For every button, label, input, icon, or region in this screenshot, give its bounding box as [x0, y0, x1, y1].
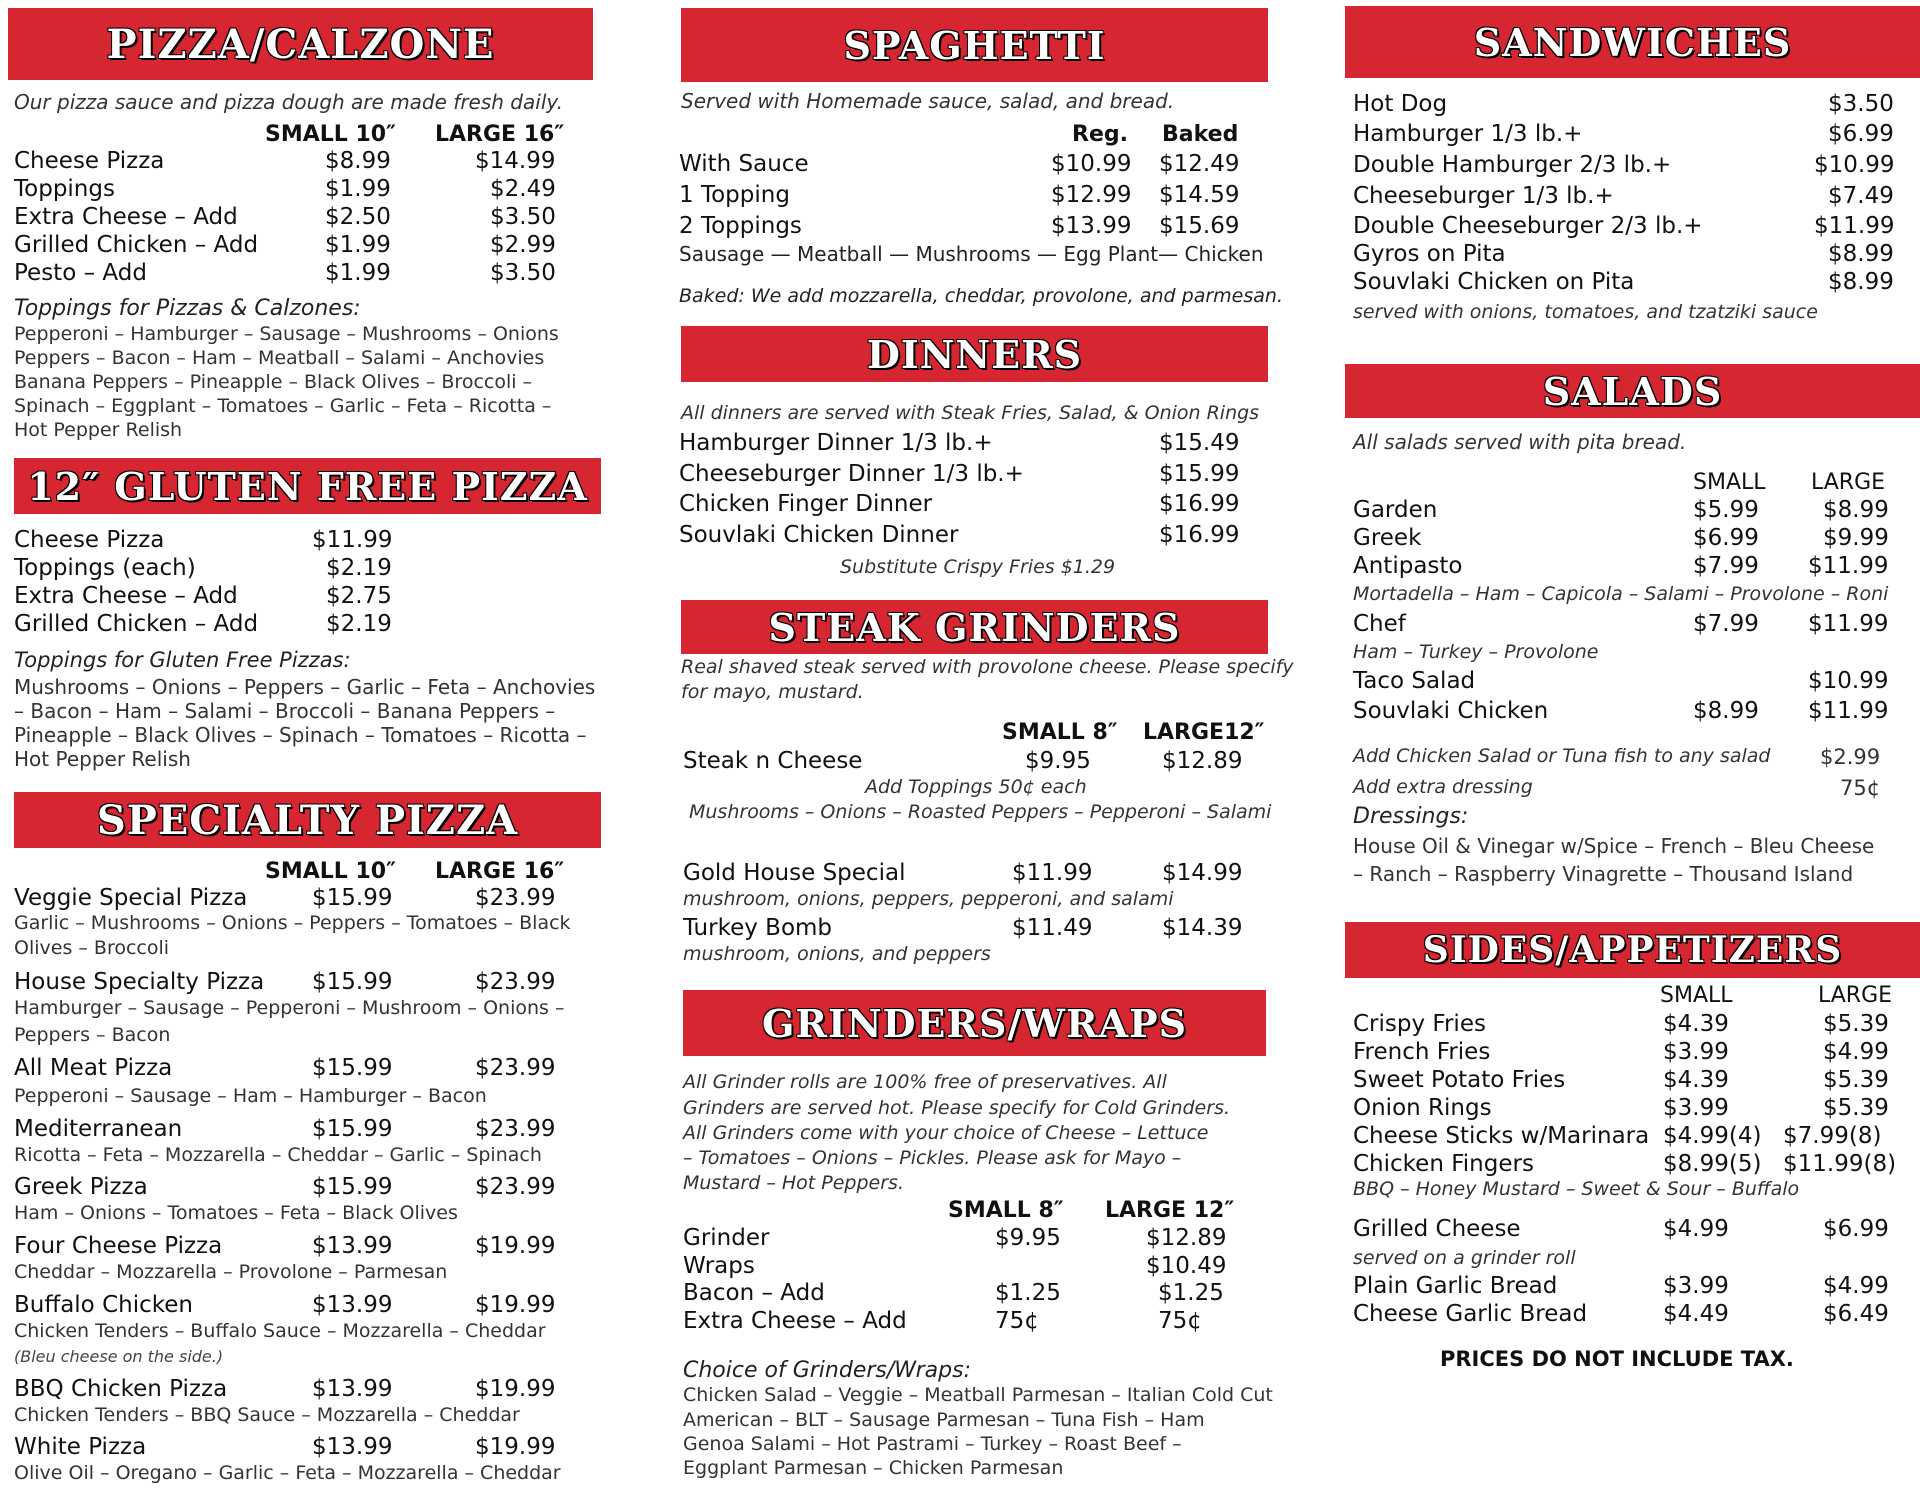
price: $2.75	[326, 583, 392, 609]
salads-col-small: SMALL	[1693, 470, 1766, 495]
price-small: $6.99	[1693, 525, 1759, 551]
price-large: $5.39	[1823, 1067, 1889, 1093]
menu-item-name: French Fries	[1353, 1039, 1491, 1065]
spaghetti-choices: Sausage — Meatball — Mushrooms — Egg Plant— Chicken	[679, 242, 1264, 266]
grinders-size-small: SMALL 8″	[948, 1198, 1064, 1223]
grinders-intro: – Tomatoes – Onions – Pickles. Please ask for Mayo –	[683, 1147, 1182, 1169]
sides-col-small: SMALL	[1660, 983, 1733, 1008]
menu-item-name: Bacon – Add	[683, 1280, 825, 1306]
price-large: $23.99	[475, 1055, 556, 1081]
pizza-intro: Our pizza sauce and pizza dough are made fresh daily.	[14, 90, 564, 114]
price-small: $15.99	[312, 1174, 393, 1200]
price-large: $2.99	[490, 232, 556, 258]
price-small: $7.99	[1693, 553, 1759, 579]
steak-add-note: Add Toppings 50¢ each	[865, 776, 1087, 798]
specialty-size-large: LARGE 16″	[435, 859, 565, 884]
menu-item-name: Double Cheeseburger 2/3 lb.+	[1353, 213, 1703, 239]
steak-intro: for mayo, mustard.	[681, 681, 864, 703]
toppings-line: Hot Pepper Relish	[14, 747, 191, 771]
price-baked: $14.59	[1159, 182, 1240, 208]
menu-item-name: Antipasto	[1353, 553, 1463, 579]
price: $15.99	[1159, 461, 1240, 487]
price-large: $6.49	[1823, 1301, 1889, 1327]
price-large: $11.99	[1808, 611, 1889, 637]
menu-item-name: Turkey Bomb	[683, 915, 833, 941]
price-large: $9.99	[1823, 525, 1889, 551]
menu-item-name: Double Hamburger 2/3 lb.+	[1353, 152, 1672, 178]
price-small: $5.99	[1693, 497, 1759, 523]
menu-item-name: Cheese Garlic Bread	[1353, 1301, 1588, 1327]
menu-item-name: Grilled Cheese	[1353, 1216, 1521, 1242]
menu-item-name: Extra Cheese – Add	[14, 583, 238, 609]
price: $11.99	[1814, 213, 1895, 239]
dinners-banner	[681, 326, 1268, 382]
section-title: 12″ GLUTEN FREE PIZZA	[27, 463, 588, 509]
salads-dressings-title: Dressings:	[1353, 804, 1469, 829]
price-small: $15.99	[312, 1055, 393, 1081]
menu-item-name: BBQ Chicken Pizza	[14, 1376, 228, 1402]
price-large: $1.25	[1158, 1280, 1224, 1306]
price-large: $11.99	[1808, 698, 1889, 724]
toppings-line: Pineapple – Black Olives – Spinach – Tomatoes – Ricotta –	[14, 723, 587, 747]
price-large: $14.39	[1162, 915, 1243, 941]
menu-item-name: Hot Dog	[1353, 91, 1448, 117]
menu-item-name: Mediterranean	[14, 1116, 183, 1142]
price-large: $23.99	[475, 1174, 556, 1200]
menu-item-name: Chef	[1353, 611, 1406, 637]
price: $16.99	[1159, 491, 1240, 517]
spaghetti-baked-note	[679, 285, 1283, 307]
baked-text: We add mozzarella, cheddar, provolone, and parmesan.	[744, 285, 1283, 307]
price-large: $23.99	[475, 1116, 556, 1142]
price: $8.99	[1828, 269, 1894, 295]
price-small: $11.99	[1012, 860, 1093, 886]
price-baked: $12.49	[1159, 151, 1240, 177]
menu-item-name: 2 Toppings	[679, 213, 802, 239]
price-small: $4.39	[1663, 1011, 1729, 1037]
toppings-line: Spinach – Eggplant – Tomatoes – Garlic – Feta – Ricotta –	[14, 395, 552, 417]
price-small: $2.50	[325, 204, 391, 230]
section-title: DINNERS	[866, 331, 1083, 377]
menu-item-name: Taco Salad	[1353, 668, 1476, 694]
grinders-wraps-banner	[683, 990, 1266, 1056]
sides-appetizers-banner	[1345, 922, 1920, 978]
item-description: Mortadella – Ham – Capicola – Salami – Provolone – Roni	[1353, 583, 1889, 605]
price-large: $23.99	[475, 885, 556, 911]
steak-size-small: SMALL 8″	[1002, 720, 1118, 745]
grinders-size-large: LARGE 12″	[1105, 1198, 1235, 1223]
price-small: $13.99	[312, 1233, 393, 1259]
grinders-intro: All Grinders come with your choice of Cheese – Lettuce	[683, 1122, 1209, 1144]
salads-add-dressing: Add extra dressing	[1353, 776, 1533, 798]
toppings-line: Peppers – Bacon – Ham – Meatball – Salami – Anchovies	[14, 347, 545, 369]
grinders-intro: Grinders are served hot. Please specify for Cold Grinders.	[683, 1097, 1231, 1119]
price-large: $10.99	[1808, 668, 1889, 694]
price: $16.99	[1159, 522, 1240, 548]
menu-item-name: Wraps	[683, 1253, 755, 1279]
item-description: Peppers – Bacon	[14, 1024, 171, 1046]
menu-item-name: With Sauce	[679, 151, 809, 177]
menu-item-name: House Specialty Pizza	[14, 969, 265, 995]
price: $11.99	[312, 527, 393, 553]
item-description: Garlic – Mushrooms – Onions – Peppers – Tomatoes – Black	[14, 912, 571, 934]
price-small: $4.39	[1663, 1067, 1729, 1093]
price: $8.99	[1828, 241, 1894, 267]
item-note: (Bleu cheese on the side.)	[14, 1347, 224, 1366]
price-large: $5.39	[1823, 1011, 1889, 1037]
steak-main-name: Steak n Cheese	[683, 748, 863, 774]
menu-item-name: Pesto – Add	[14, 260, 147, 286]
price-reg: $12.99	[1051, 182, 1132, 208]
price-small: $1.99	[325, 176, 391, 202]
price: $2.19	[326, 611, 392, 637]
steak-size-large: LARGE12″	[1143, 720, 1265, 745]
menu-item-name: Extra Cheese – Add	[14, 204, 238, 230]
price-small: $9.95	[1025, 748, 1091, 774]
choice-line: Genoa Salami – Hot Pastrami – Turkey – Roast Beef –	[683, 1433, 1182, 1455]
price-large: 75¢	[1158, 1308, 1202, 1334]
menu-item-name: Onion Rings	[1353, 1095, 1492, 1121]
price: $3.50	[1828, 91, 1894, 117]
menu-item-name: Gyros on Pita	[1353, 241, 1506, 267]
price-small: $11.49	[1012, 915, 1093, 941]
price-small: $9.95	[995, 1225, 1061, 1251]
price-baked: $15.69	[1159, 213, 1240, 239]
price-reg: $13.99	[1051, 213, 1132, 239]
menu-item-name: Greek Pizza	[14, 1174, 148, 1200]
menu-item-name: Hamburger Dinner 1/3 lb.+	[679, 430, 993, 456]
menu-item-name: Cheese Sticks w/Marinara	[1353, 1123, 1650, 1149]
price-large: $14.99	[1162, 860, 1243, 886]
section-title: PIZZA/CALZONE	[106, 20, 495, 68]
choice-line: American – BLT – Sausage Parmesan – Tuna Fish – Ham	[683, 1409, 1205, 1431]
price-small: $13.99	[312, 1376, 393, 1402]
steak-grinders-banner	[681, 600, 1268, 654]
grinders-choice-title: Choice of Grinders/Wraps:	[683, 1358, 971, 1383]
price-small: $4.99(4)	[1663, 1123, 1762, 1149]
salads-add-dressing-price: 75¢	[1840, 776, 1881, 800]
price-small: $3.99	[1663, 1039, 1729, 1065]
price-small: $8.99	[1693, 698, 1759, 724]
section-title: SPECIALTY PIZZA	[96, 796, 519, 844]
grinders-intro: All Grinder rolls are 100% free of preservatives. All	[683, 1071, 1167, 1093]
section-title: STEAK GRINDERS	[768, 604, 1181, 650]
choice-line: Chicken Salad – Veggie – Meatball Parmesan – Italian Cold Cut	[683, 1384, 1273, 1406]
price: $15.49	[1159, 430, 1240, 456]
menu-item-name: Crispy Fries	[1353, 1011, 1486, 1037]
price-large: $14.99	[475, 148, 556, 174]
gluten-toppings-title: Toppings for Gluten Free Pizzas:	[14, 648, 351, 672]
menu-item-name: Cheeseburger 1/3 lb.+	[1353, 183, 1614, 209]
price-small: $4.99	[1663, 1216, 1729, 1242]
menu-item-name: Extra Cheese – Add	[683, 1308, 907, 1334]
toppings-line: Hot Pepper Relish	[14, 419, 183, 441]
menu-item-name: 1 Topping	[679, 182, 790, 208]
price-large: $3.50	[490, 204, 556, 230]
menu-item-name: Hamburger 1/3 lb.+	[1353, 121, 1583, 147]
price-small: $1.25	[995, 1280, 1061, 1306]
salads-add-chicken: Add Chicken Salad or Tuna fish to any salad	[1353, 745, 1771, 767]
dinners-intro: All dinners are served with Steak Fries, Salad, & Onion Rings	[681, 402, 1260, 424]
menu-item-name: Sweet Potato Fries	[1353, 1067, 1566, 1093]
sides-sauces: BBQ – Honey Mustard – Sweet & Sour – Buffalo	[1353, 1178, 1800, 1200]
price-large: $4.99	[1823, 1039, 1889, 1065]
price-large: $19.99	[475, 1292, 556, 1318]
menu-item-name: Veggie Special Pizza	[14, 885, 248, 911]
menu-item-name: Souvlaki Chicken	[1353, 698, 1549, 724]
item-description: Cheddar – Mozzarella – Provolone – Parmesan	[14, 1261, 448, 1283]
toppings-line: Pepperoni – Hamburger – Sausage – Mushrooms – Onions	[14, 323, 559, 345]
item-description: mushroom, onions, and peppers	[683, 943, 991, 965]
item-description: Pepperoni – Sausage – Ham – Hamburger – Bacon	[14, 1085, 487, 1107]
menu-item-name: Cheeseburger Dinner 1/3 lb.+	[679, 461, 1024, 487]
price-small: $15.99	[312, 885, 393, 911]
choice-line: Eggplant Parmesan – Chicken Parmesan	[683, 1457, 1064, 1479]
price-small: 75¢	[995, 1308, 1039, 1334]
tax-notice: PRICES DO NOT INCLUDE TAX.	[1440, 1347, 1794, 1371]
item-description: Olive Oil – Oregano – Garlic – Feta – Mozzarella – Cheddar	[14, 1462, 561, 1484]
price-small: $15.99	[312, 1116, 393, 1142]
menu-item-name: Gold House Special	[683, 860, 906, 886]
price-large: $23.99	[475, 969, 556, 995]
pizza-size-large: LARGE 16″	[435, 122, 565, 147]
gluten-free-banner	[14, 458, 601, 514]
dinners-note: Substitute Crispy Fries $1.29	[840, 556, 1116, 578]
item-description: mushroom, onions, peppers, pepperoni, and salami	[683, 888, 1174, 910]
menu-item-name: All Meat Pizza	[14, 1055, 173, 1081]
price-large: $2.49	[490, 176, 556, 202]
menu-item-name: Buffalo Chicken	[14, 1292, 193, 1318]
section-title: GRINDERS/WRAPS	[761, 1000, 1188, 1046]
price-small: $3.99	[1663, 1095, 1729, 1121]
salads-col-large: LARGE	[1811, 470, 1886, 495]
menu-item-name: Grilled Chicken – Add	[14, 232, 259, 258]
price-small: $1.99	[325, 260, 391, 286]
spaghetti-banner	[681, 8, 1268, 82]
pizza-calzone-banner	[8, 8, 593, 80]
item-description: Ricotta – Feta – Mozzarella – Cheddar – Garlic – Spinach	[14, 1144, 542, 1166]
menu-item-name: Greek	[1353, 525, 1422, 551]
price-large: $3.50	[490, 260, 556, 286]
dressing-line: – Ranch – Raspberry Vinagrette – Thousand Island	[1353, 862, 1854, 886]
price: $2.19	[326, 555, 392, 581]
item-description: Ham – Turkey – Provolone	[1353, 641, 1599, 663]
menu-item-name: White Pizza	[14, 1434, 147, 1460]
price-small: $4.49	[1663, 1301, 1729, 1327]
price-large: $11.99	[1808, 553, 1889, 579]
menu-item-name: Chicken Fingers	[1353, 1151, 1534, 1177]
salads-intro: All salads served with pita bread.	[1353, 430, 1687, 454]
specialty-size-small: SMALL 10″	[265, 859, 396, 884]
price-large: $8.99	[1823, 497, 1889, 523]
section-title: SIDES/APPETIZERS	[1422, 929, 1843, 971]
price-small: $13.99	[312, 1434, 393, 1460]
price-small: $3.99	[1663, 1273, 1729, 1299]
price-small: $8.99(5)	[1663, 1151, 1762, 1177]
item-description: Olives – Broccoli	[14, 937, 170, 959]
pizza-size-small: SMALL 10″	[265, 122, 396, 147]
price-large: $7.99(8)	[1783, 1123, 1882, 1149]
price-large: $19.99	[475, 1376, 556, 1402]
price: $7.49	[1828, 183, 1894, 209]
price: $10.99	[1814, 152, 1895, 178]
price-large: $12.89	[1146, 1225, 1227, 1251]
price-small: $1.99	[325, 232, 391, 258]
item-description: Chicken Tenders – Buffalo Sauce – Mozzarella – Cheddar	[14, 1320, 546, 1342]
price-large: $5.39	[1823, 1095, 1889, 1121]
item-description: Chicken Tenders – BBQ Sauce – Mozzarella – Cheddar	[14, 1404, 520, 1426]
section-title: SPAGHETTI	[843, 22, 1106, 68]
price-large: $11.99(8)	[1783, 1151, 1897, 1177]
section-title: SANDWICHES	[1473, 19, 1792, 65]
pizza-toppings-title: Toppings for Pizzas & Calzones:	[14, 296, 361, 321]
price-small: $8.99	[325, 148, 391, 174]
price-large: $6.99	[1823, 1216, 1889, 1242]
salads-banner	[1345, 364, 1920, 418]
item-description: Hamburger – Sausage – Pepperoni – Mushroom – Onions –	[14, 997, 565, 1019]
price: $6.99	[1828, 121, 1894, 147]
price-large: $19.99	[475, 1233, 556, 1259]
menu-item-name: Grilled Chicken – Add	[14, 611, 259, 637]
salads-add-chicken-price: $2.99	[1820, 745, 1881, 769]
price-large: $12.89	[1162, 748, 1243, 774]
steak-intro: Real shaved steak served with provolone cheese. Please specify	[681, 656, 1294, 678]
price-small: $13.99	[312, 1292, 393, 1318]
toppings-line: Banana Peppers – Pineapple – Black Olives – Broccoli –	[14, 371, 533, 393]
menu-item-name: Toppings	[14, 176, 115, 202]
price-large: $4.99	[1823, 1273, 1889, 1299]
steak-add-list: Mushrooms – Onions – Roasted Peppers – Pepperoni – Salami	[689, 801, 1272, 823]
specialty-pizza-banner	[14, 792, 601, 848]
sides-col-large: LARGE	[1818, 983, 1893, 1008]
menu-item-name: Plain Garlic Bread	[1353, 1273, 1558, 1299]
dressing-line: House Oil & Vinegar w/Spice – French – Bleu Cheese	[1353, 834, 1875, 858]
menu-item-name: Souvlaki Chicken Dinner	[679, 522, 959, 548]
sandwiches-note: served with onions, tomatoes, and tzatziki sauce	[1353, 301, 1818, 323]
item-description: served on a grinder roll	[1353, 1247, 1576, 1269]
spaghetti-intro: Served with Homemade sauce, salad, and bread.	[681, 89, 1175, 113]
menu-item-name: Grinder	[683, 1225, 770, 1251]
grinders-intro: Mustard – Hot Peppers.	[683, 1172, 904, 1194]
menu-item-name: Chicken Finger Dinner	[679, 491, 933, 517]
menu-item-name: Garden	[1353, 497, 1438, 523]
item-description: Ham – Onions – Tomatoes – Feta – Black Olives	[14, 1202, 458, 1224]
menu-item-name: Cheese Pizza	[14, 148, 165, 174]
price-reg: $10.99	[1051, 151, 1132, 177]
menu-item-name: Cheese Pizza	[14, 527, 165, 553]
menu-item-name: Souvlaki Chicken on Pita	[1353, 269, 1635, 295]
price-small: $15.99	[312, 969, 393, 995]
spaghetti-col-reg: Reg.	[1072, 122, 1128, 147]
baked-label: Baked:	[679, 285, 745, 307]
menu-item-name: Toppings (each)	[14, 555, 196, 581]
price-large: $10.49	[1146, 1253, 1227, 1279]
sandwiches-banner	[1345, 6, 1920, 78]
price-small: $7.99	[1693, 611, 1759, 637]
section-title: SALADS	[1542, 368, 1723, 414]
toppings-line: Mushrooms – Onions – Peppers – Garlic – Feta – Anchovies	[14, 675, 596, 699]
menu-item-name: Four Cheese Pizza	[14, 1233, 223, 1259]
price-large: $19.99	[475, 1434, 556, 1460]
spaghetti-col-baked: Baked	[1162, 122, 1239, 147]
toppings-line: – Bacon – Ham – Salami – Broccoli – Banana Peppers –	[14, 699, 556, 723]
